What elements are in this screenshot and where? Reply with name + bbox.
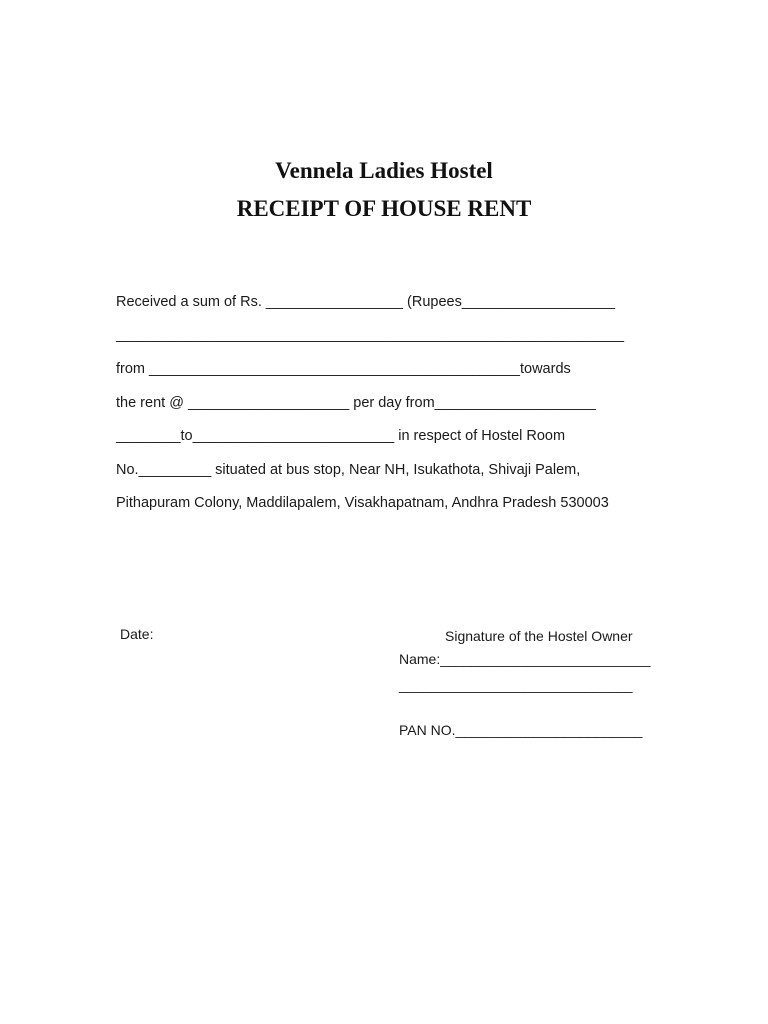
body-line-from: from ______________________________________________towards [116, 361, 571, 377]
signature-title: Signature of the Hostel Owner [445, 628, 633, 644]
body-line-room-address: No._________ situated at bus stop, Near NH, Isukathota, Shivaji Palem, [116, 462, 581, 478]
body-line-address-cont: Pithapuram Colony, Maddilapalem, Visakhapatnam, Andhra Pradesh 530003 [116, 495, 609, 511]
body-line-period: ________to_________________________ in respect of Hostel Room [116, 428, 566, 444]
pan-number-line: PAN NO.________________________ [399, 722, 643, 738]
body-line-amount: Received a sum of Rs. _________________ (Rupees___________________ [116, 294, 616, 310]
receipt-title-heading: RECEIPT OF HOUSE RENT [236, 196, 532, 221]
date-label: Date: [120, 626, 154, 642]
hostel-name-heading: Vennela Ladies Hostel [275, 158, 493, 183]
signature-blank-line: ______________________________ [399, 677, 633, 693]
owner-name-line: Name:___________________________ [399, 651, 651, 667]
body-line-rent-rate: the rent @ ____________________ per day from____________________ [116, 395, 596, 411]
body-line-rupees-words: _______________________________________________________________ [116, 327, 625, 343]
